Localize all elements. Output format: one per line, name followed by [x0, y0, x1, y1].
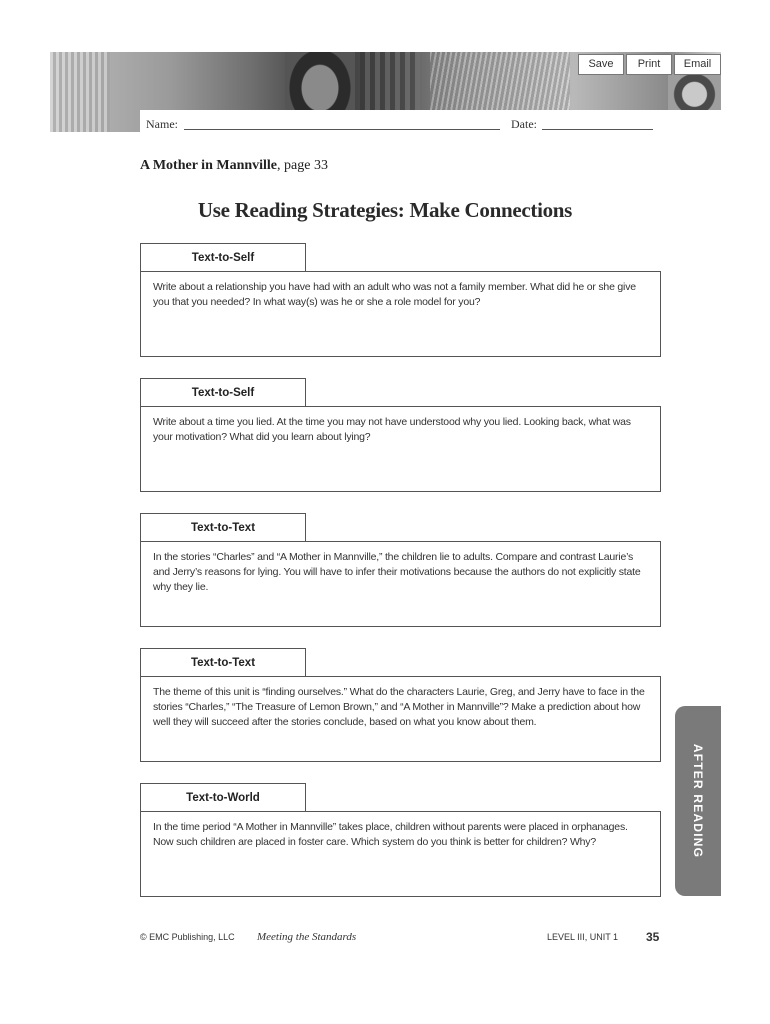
section-prompt: Write about a relationship you have had with an adult who was not a family member. What did he or she give you that you needed? In what way(s) was he or she a role model for you?: [153, 281, 636, 308]
date-label: Date:: [511, 117, 537, 131]
story-page: , page 33: [277, 158, 328, 173]
after-reading-tab: [675, 706, 721, 896]
name-label: Name:: [146, 117, 178, 131]
section-label: Text-to-World: [140, 783, 306, 812]
footer-level: LEVEL III, UNIT 1: [547, 932, 619, 942]
response-box[interactable]: [140, 406, 661, 492]
name-field[interactable]: [184, 129, 500, 130]
response-box[interactable]: [140, 541, 661, 627]
response-box[interactable]: [140, 676, 661, 762]
section-label: Text-to-Text: [140, 513, 306, 542]
footer-series: Meeting the Standards: [257, 931, 357, 943]
story-reference: [140, 158, 328, 174]
section-prompt: In the time period “A Mother in Mannville” takes place, children without parents were placed in orphanages. Now such children are placed in foster care. Which system do you think is better for children? Why?: [153, 821, 628, 848]
section-label: Text-to-Self: [140, 243, 306, 272]
story-title: A Mother in Mannville: [140, 158, 278, 173]
email-button[interactable]: Email: [674, 54, 721, 75]
footer-copyright: © EMC Publishing, LLC: [140, 932, 235, 942]
section-prompt: The theme of this unit is “finding ourselves.” What do the characters Laurie, Greg, and Jerry have to face in the stories “Charles,” “The Treasure of Lemon Brown,” and “A Mother in Mannville”? Make a prediction about how well they will succeed after the stories conclude, based on what you know about them.: [153, 686, 645, 728]
save-button[interactable]: Save: [578, 54, 624, 75]
after-reading-label: AFTER READING: [691, 743, 705, 859]
response-box[interactable]: [140, 271, 661, 357]
section-label: Text-to-Self: [140, 378, 306, 407]
page-title: Use Reading Strategies: Make Connections: [197, 198, 573, 222]
response-box[interactable]: [140, 811, 661, 897]
date-field[interactable]: [542, 129, 653, 130]
section-prompt: Write about a time you lied. At the time you may not have understood why you lied. Looking back, what was your motivation? What did you learn about lying?: [153, 416, 631, 443]
section-prompt: In the stories “Charles” and “A Mother in Mannville,” the children lie to adults. Compare and contrast Laurie’s and Jerry’s reasons for lying. You will have to infer their motivations because the authors do not explicitly state why they lie.: [153, 551, 641, 593]
page-number: 35: [646, 930, 660, 944]
section-label: Text-to-Text: [140, 648, 306, 677]
name-date-bar: [140, 110, 721, 132]
print-button[interactable]: Print: [626, 54, 672, 75]
